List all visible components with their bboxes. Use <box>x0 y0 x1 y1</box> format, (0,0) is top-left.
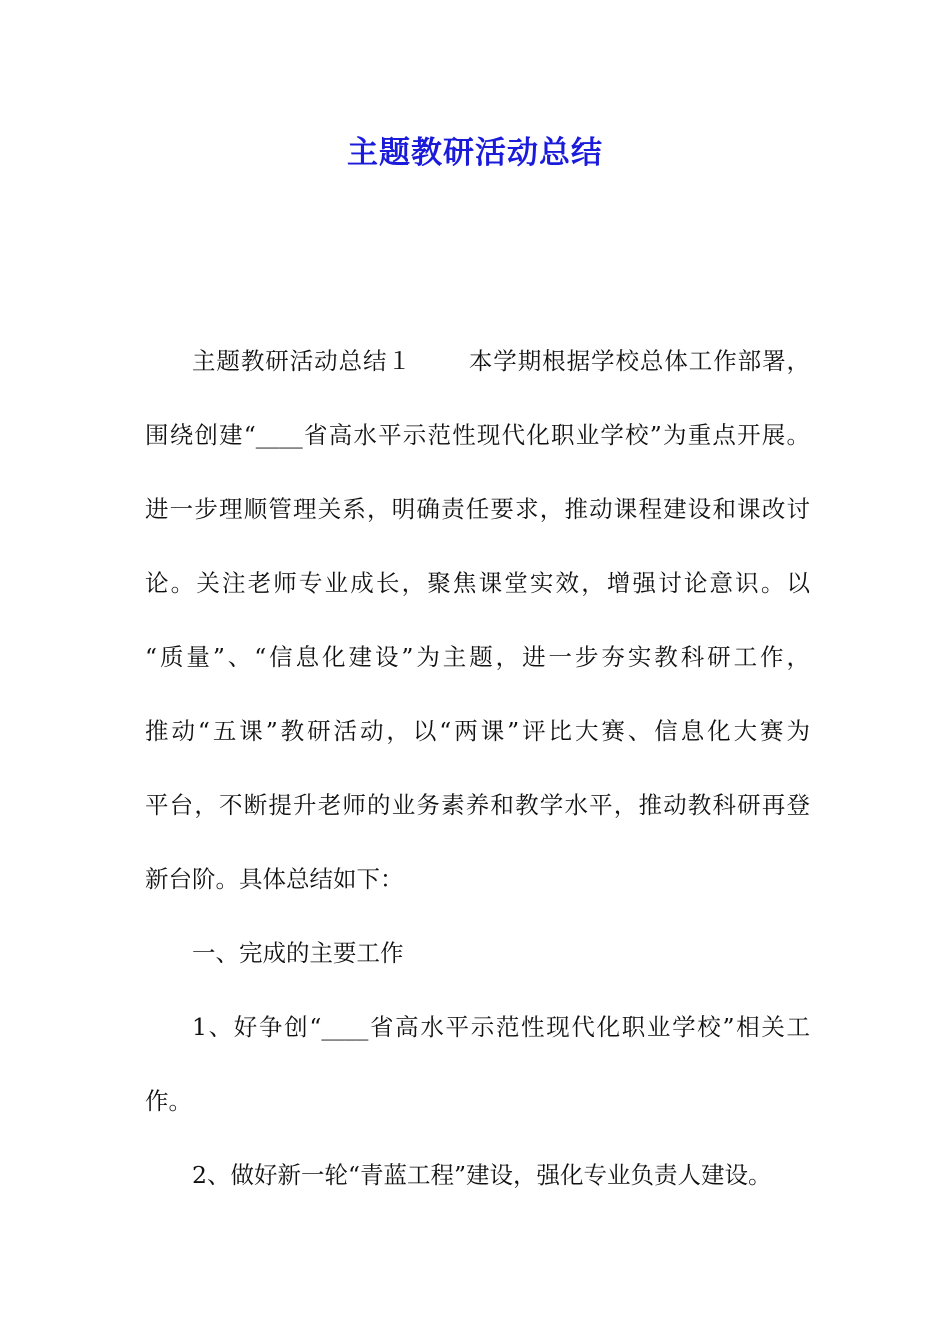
paragraph-line: “质量”、“信息化建设”为主题，进一步夯实教科研工作， <box>145 643 810 671</box>
paragraph-line: 平台，不断提升老师的业务素养和教学水平，推动教科研再登 <box>145 791 810 819</box>
paragraph-line: 推动“五课”教研活动，以“两课”评比大赛、信息化大赛为 <box>145 717 810 745</box>
section-heading-inline: 主题教研活动总结１ <box>192 347 412 375</box>
document-title: 主题教研活动总结 <box>347 135 603 171</box>
list-item: 2、做好新一轮“青蓝工程”建设，强化专业负责人建设。 <box>192 1161 772 1189</box>
line-text: 本学期根据学校总体工作部署， <box>467 347 811 375</box>
paragraph-line: 进一步理顺管理关系，明确责任要求，推动课程建设和课改讨 <box>145 495 810 523</box>
document-body <box>145 336 810 1224</box>
paragraph-line <box>145 336 810 410</box>
list-item-continuation: 作。 <box>145 1087 192 1115</box>
paragraph-line: 论。关注老师专业成长，聚焦课堂实效，增强讨论意识。以 <box>145 569 810 597</box>
paragraph-line: 围绕创建“____省高水平示范性现代化职业学校”为重点开展。 <box>145 421 810 449</box>
list-item: 1、好争创“____省高水平示范性现代化职业学校”相关工 <box>192 1013 810 1041</box>
paragraph-line: 新台阶。具体总结如下： <box>145 865 404 893</box>
section-heading: 一、完成的主要工作 <box>192 939 404 967</box>
